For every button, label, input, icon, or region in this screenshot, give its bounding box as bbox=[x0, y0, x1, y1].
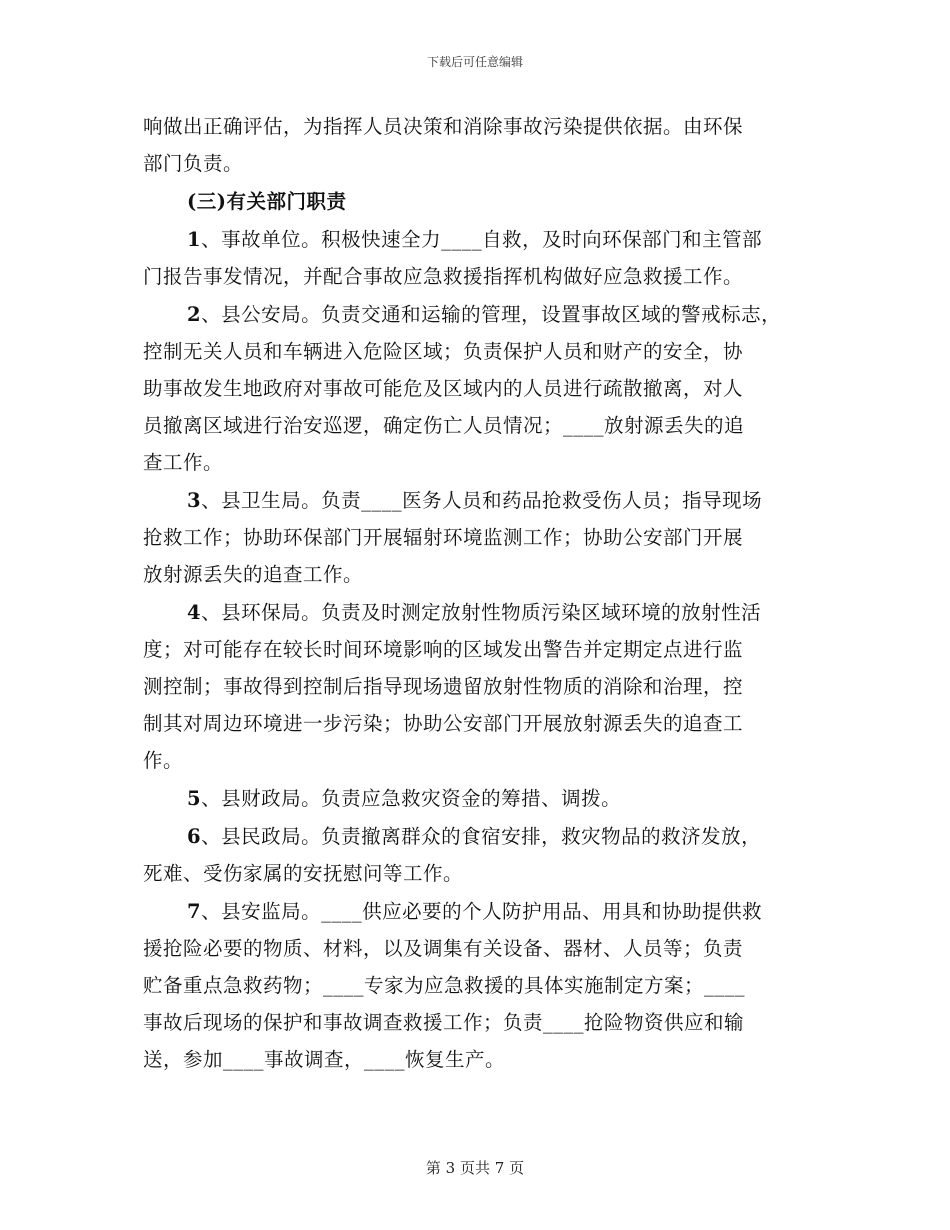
text-line: 响做出正确评估，为指挥人员决策和消除事故污染提供依据。由环保 bbox=[143, 115, 744, 138]
text-line: 部门负责。 bbox=[143, 152, 244, 175]
text-line: 、县公安局。负责交通和运输的管理，设置事故区域的警戒标志， bbox=[201, 303, 782, 326]
list-item bbox=[143, 296, 813, 481]
list-item bbox=[143, 818, 813, 892]
item-number: 2 bbox=[187, 303, 202, 326]
text-line: 贮备重点急救药物；____专家为应急救援的具体实施制定方案；____ bbox=[143, 974, 746, 997]
text-line: 、县财政局。负责应急救灾资金的筹措、调拨。 bbox=[201, 787, 622, 810]
text-line: 死难、受伤家属的安抚慰问等工作。 bbox=[143, 862, 464, 885]
text-line: 援抢险必要的物质、材料，以及调集有关设备、器材、人员等；负责 bbox=[143, 937, 744, 960]
item-number: 3 bbox=[187, 489, 202, 512]
list-item bbox=[143, 221, 813, 295]
text-line: 、县安监局。____供应必要的个人防护用品、用具和协助提供救 bbox=[201, 900, 763, 923]
text-line: 、县卫生局。负责____医务人员和药品抢救受伤人员；指导现场 bbox=[201, 489, 763, 512]
item-number: 6 bbox=[187, 825, 202, 848]
text-line: 、县民政局。负责撤离群众的食宿安排，救灾物品的救济发放， bbox=[201, 825, 762, 848]
text-line: 送，参加____事故调查，____恢复生产。 bbox=[143, 1048, 506, 1071]
item-number: 4 bbox=[187, 601, 202, 624]
section-heading-block bbox=[143, 183, 813, 220]
page-footer: 第 3 页共 7 页 bbox=[425, 1159, 525, 1177]
text-line: 抢救工作；协助环保部门开展辐射环境监测工作；协助公安部门开展 bbox=[143, 526, 744, 549]
text-line: 控制无关人员和车辆进入危险区域；负责保护人员和财产的安全，协 bbox=[143, 340, 744, 363]
text-line: 、县环保局。负责及时测定放射性物质污染区域环境的放射性活 bbox=[201, 601, 762, 624]
text-line: 度；对可能存在较长时间环境影响的区域发出警告并定期定点进行监 bbox=[143, 638, 744, 661]
text-line: 作。 bbox=[143, 749, 184, 772]
text-line: 员撤离区域进行治安巡逻，确定伤亡人员情况；____放射源丢失的追 bbox=[143, 414, 745, 437]
list-item bbox=[143, 780, 813, 817]
text-line: 门报告事发情况，并配合事故应急救援指挥机构做好应急救援工作。 bbox=[143, 265, 744, 288]
list-item bbox=[143, 893, 813, 1078]
list-item bbox=[143, 482, 813, 593]
text-line: 助事故发生地政府对事故可能危及区域内的人员进行疏散撤离，对人 bbox=[143, 377, 744, 400]
text-line: 、事故单位。积极快速全力____自救，及时向环保部门和主管部 bbox=[201, 228, 763, 251]
text-line: 事故后现场的保护和事故调查救援工作；负责____抢险物资供应和输 bbox=[143, 1011, 745, 1034]
text-line: 制其对周边环境进一步污染；协助公安部门开展放射源丢失的追查工 bbox=[143, 712, 744, 735]
text-line: 放射源丢失的追查工作。 bbox=[143, 563, 364, 586]
continued-paragraph bbox=[143, 108, 813, 182]
list-item bbox=[143, 594, 813, 779]
item-number: 5 bbox=[187, 787, 202, 810]
document-body bbox=[143, 108, 813, 1079]
item-number: 1 bbox=[187, 228, 202, 251]
text-line: 测控制；事故得到控制后指导现场遗留放射性物质的消除和治理，控 bbox=[143, 675, 744, 698]
item-number: 7 bbox=[187, 900, 202, 923]
section-heading: (三)有关部门职责 bbox=[187, 190, 347, 213]
page-header: 下载后可任意编辑 bbox=[426, 55, 523, 69]
text-line: 查工作。 bbox=[143, 451, 224, 474]
